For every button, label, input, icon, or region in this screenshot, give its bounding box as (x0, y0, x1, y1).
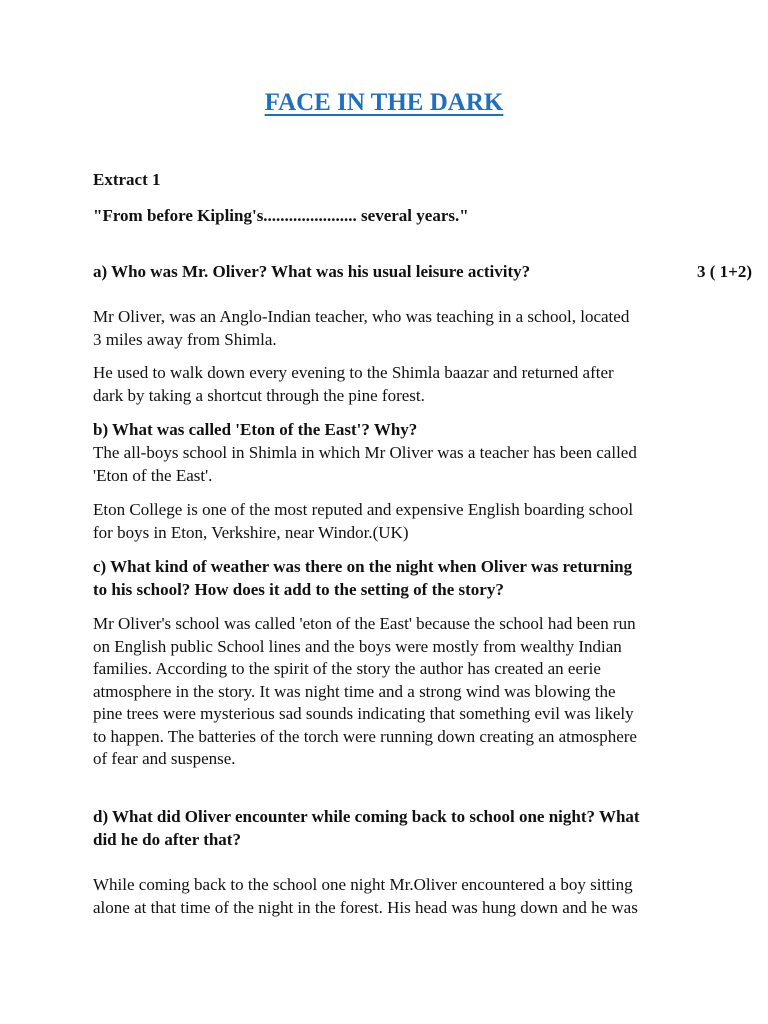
answer-line: families. According to the spirit of the story the author has created an eerie (93, 659, 601, 678)
answer-b-paragraph-1 (93, 442, 683, 487)
answer-d-paragraph-1 (93, 874, 683, 919)
answer-line: He used to walk down every evening to the Shimla baazar and returned after (93, 363, 614, 382)
answer-line: Mr Oliver, was an Anglo-Indian teacher, who was teaching in a school, located (93, 307, 630, 326)
question-c (93, 556, 683, 601)
answer-line: on English public School lines and the boys were mostly from wealthy Indian (93, 636, 622, 656)
answer-line: While coming back to the school one night Mr.Oliver encountered a boy sitting (93, 875, 633, 894)
answer-c-paragraph-1 (93, 613, 683, 771)
answer-a-paragraph-1 (93, 306, 683, 351)
answer-line: 3 miles away from Shimla. (93, 329, 277, 349)
question-line: did he do after that? (93, 829, 241, 849)
extract-range: "From before Kipling's...................... several years." (93, 206, 469, 225)
extract-label: Extract 1 (93, 170, 161, 189)
question-b (93, 419, 683, 442)
answer-line: Eton College is one of the most reputed and expensive English boarding school (93, 500, 634, 519)
question-d (93, 806, 683, 851)
question-line: c) What kind of weather was there on the night when Oliver was returning (93, 557, 633, 576)
answer-line: alone at that time of the night in the forest. His head was hung down and he was (93, 897, 638, 917)
answer-line: atmosphere in the story. It was night time and a strong wind was blowing the (93, 681, 616, 701)
question-a-marks: 3 ( 1+2) (697, 262, 753, 281)
answer-line: of fear and suspense. (93, 749, 236, 768)
answer-line: Mr Oliver's school was called 'eton of the East' because the school had been run (93, 614, 636, 633)
answer-line: for boys in Eton, Verkshire, near Windor.(UK) (93, 522, 409, 542)
question-a-text: a) Who was Mr. Oliver? What was his usual leisure activity? (93, 262, 531, 281)
document-title: FACE IN THE DARK (264, 89, 504, 116)
question-a (93, 261, 753, 284)
answer-line: The all-boys school in Shimla in which Mr Oliver was a teacher has been called (93, 443, 637, 462)
answer-line: 'Eton of the East'. (93, 465, 213, 485)
answer-b-paragraph-2 (93, 499, 683, 544)
answer-a-paragraph-2 (93, 362, 683, 407)
answer-line: pine trees were mysterious sad sounds indicating that something evil was likely (93, 704, 634, 723)
question-b-text: b) What was called 'Eton of the East'? Why? (93, 420, 418, 439)
answer-line: to happen. The batteries of the torch were running down creating an atmosphere (93, 726, 637, 746)
question-line: d) What did Oliver encounter while coming back to school one night? What (93, 807, 640, 826)
question-line: to his school? How does it add to the setting of the story? (93, 579, 504, 599)
answer-line: dark by taking a shortcut through the pine forest. (93, 385, 425, 405)
